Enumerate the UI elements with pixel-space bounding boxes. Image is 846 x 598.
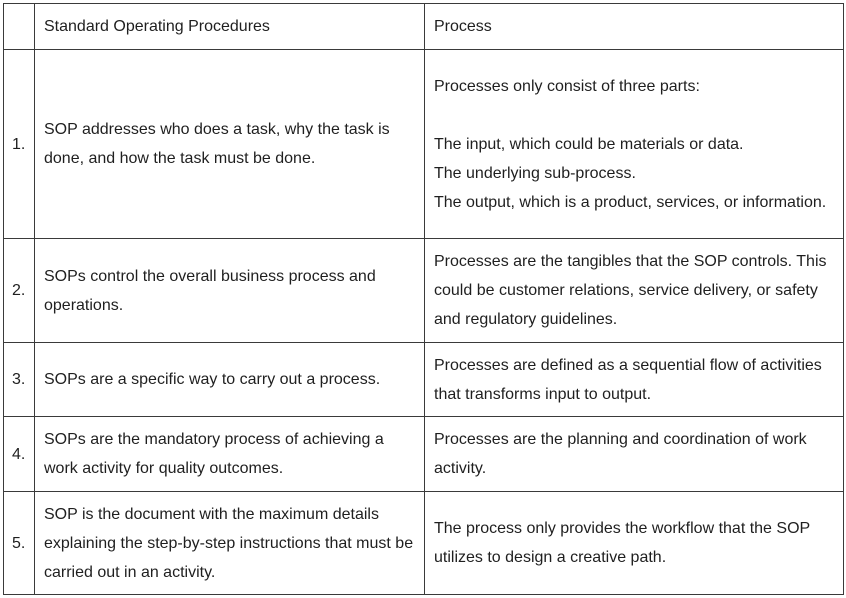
table-header-row xyxy=(4,4,844,50)
process-part-item: The output, which is a product, services, or information. xyxy=(434,193,827,211)
row-number: 3. xyxy=(4,343,35,417)
blank-line xyxy=(434,101,834,130)
row-number: 1. xyxy=(4,50,35,239)
process-cell: The process only provides the workflow that the SOP utilizes to design a creative path. xyxy=(425,492,844,595)
process-cell: Processes are the tangibles that the SOP controls. This could be customer relations, service delivery, or safety and regulatory guidelines. xyxy=(425,239,844,343)
table-row xyxy=(4,50,844,239)
header-process-cell: Process xyxy=(425,4,844,50)
sop-cell: SOPs control the overall business process and operations. xyxy=(35,239,425,343)
process-intro: Processes only consist of three parts: xyxy=(434,77,700,95)
sop-cell: SOP addresses who does a task, why the task is done, and how the task must be done. xyxy=(35,50,425,239)
table-row xyxy=(4,417,844,492)
row-number: 4. xyxy=(4,417,35,492)
process-cell xyxy=(425,50,844,239)
process-cell: Processes are the planning and coordination of work activity. xyxy=(425,417,844,492)
table-row xyxy=(4,492,844,595)
process-part-item: The underlying sub-process. xyxy=(434,164,636,182)
process-part-item: The input, which could be materials or data. xyxy=(434,135,744,153)
sop-cell: SOPs are the mandatory process of achieving a work activity for quality outcomes. xyxy=(35,417,425,492)
sop-cell: SOPs are a specific way to carry out a process. xyxy=(35,343,425,417)
comparison-table xyxy=(3,3,844,595)
row-number: 2. xyxy=(4,239,35,343)
row-number: 5. xyxy=(4,492,35,595)
header-number-cell xyxy=(4,4,35,50)
process-cell: Processes are defined as a sequential flow of activities that transforms input to output. xyxy=(425,343,844,417)
header-sop-cell: Standard Operating Procedures xyxy=(35,4,425,50)
table-row xyxy=(4,343,844,417)
sop-cell: SOP is the document with the maximum details explaining the step-by-step instructions that must be carried out in an activity. xyxy=(35,492,425,595)
table-row xyxy=(4,239,844,343)
